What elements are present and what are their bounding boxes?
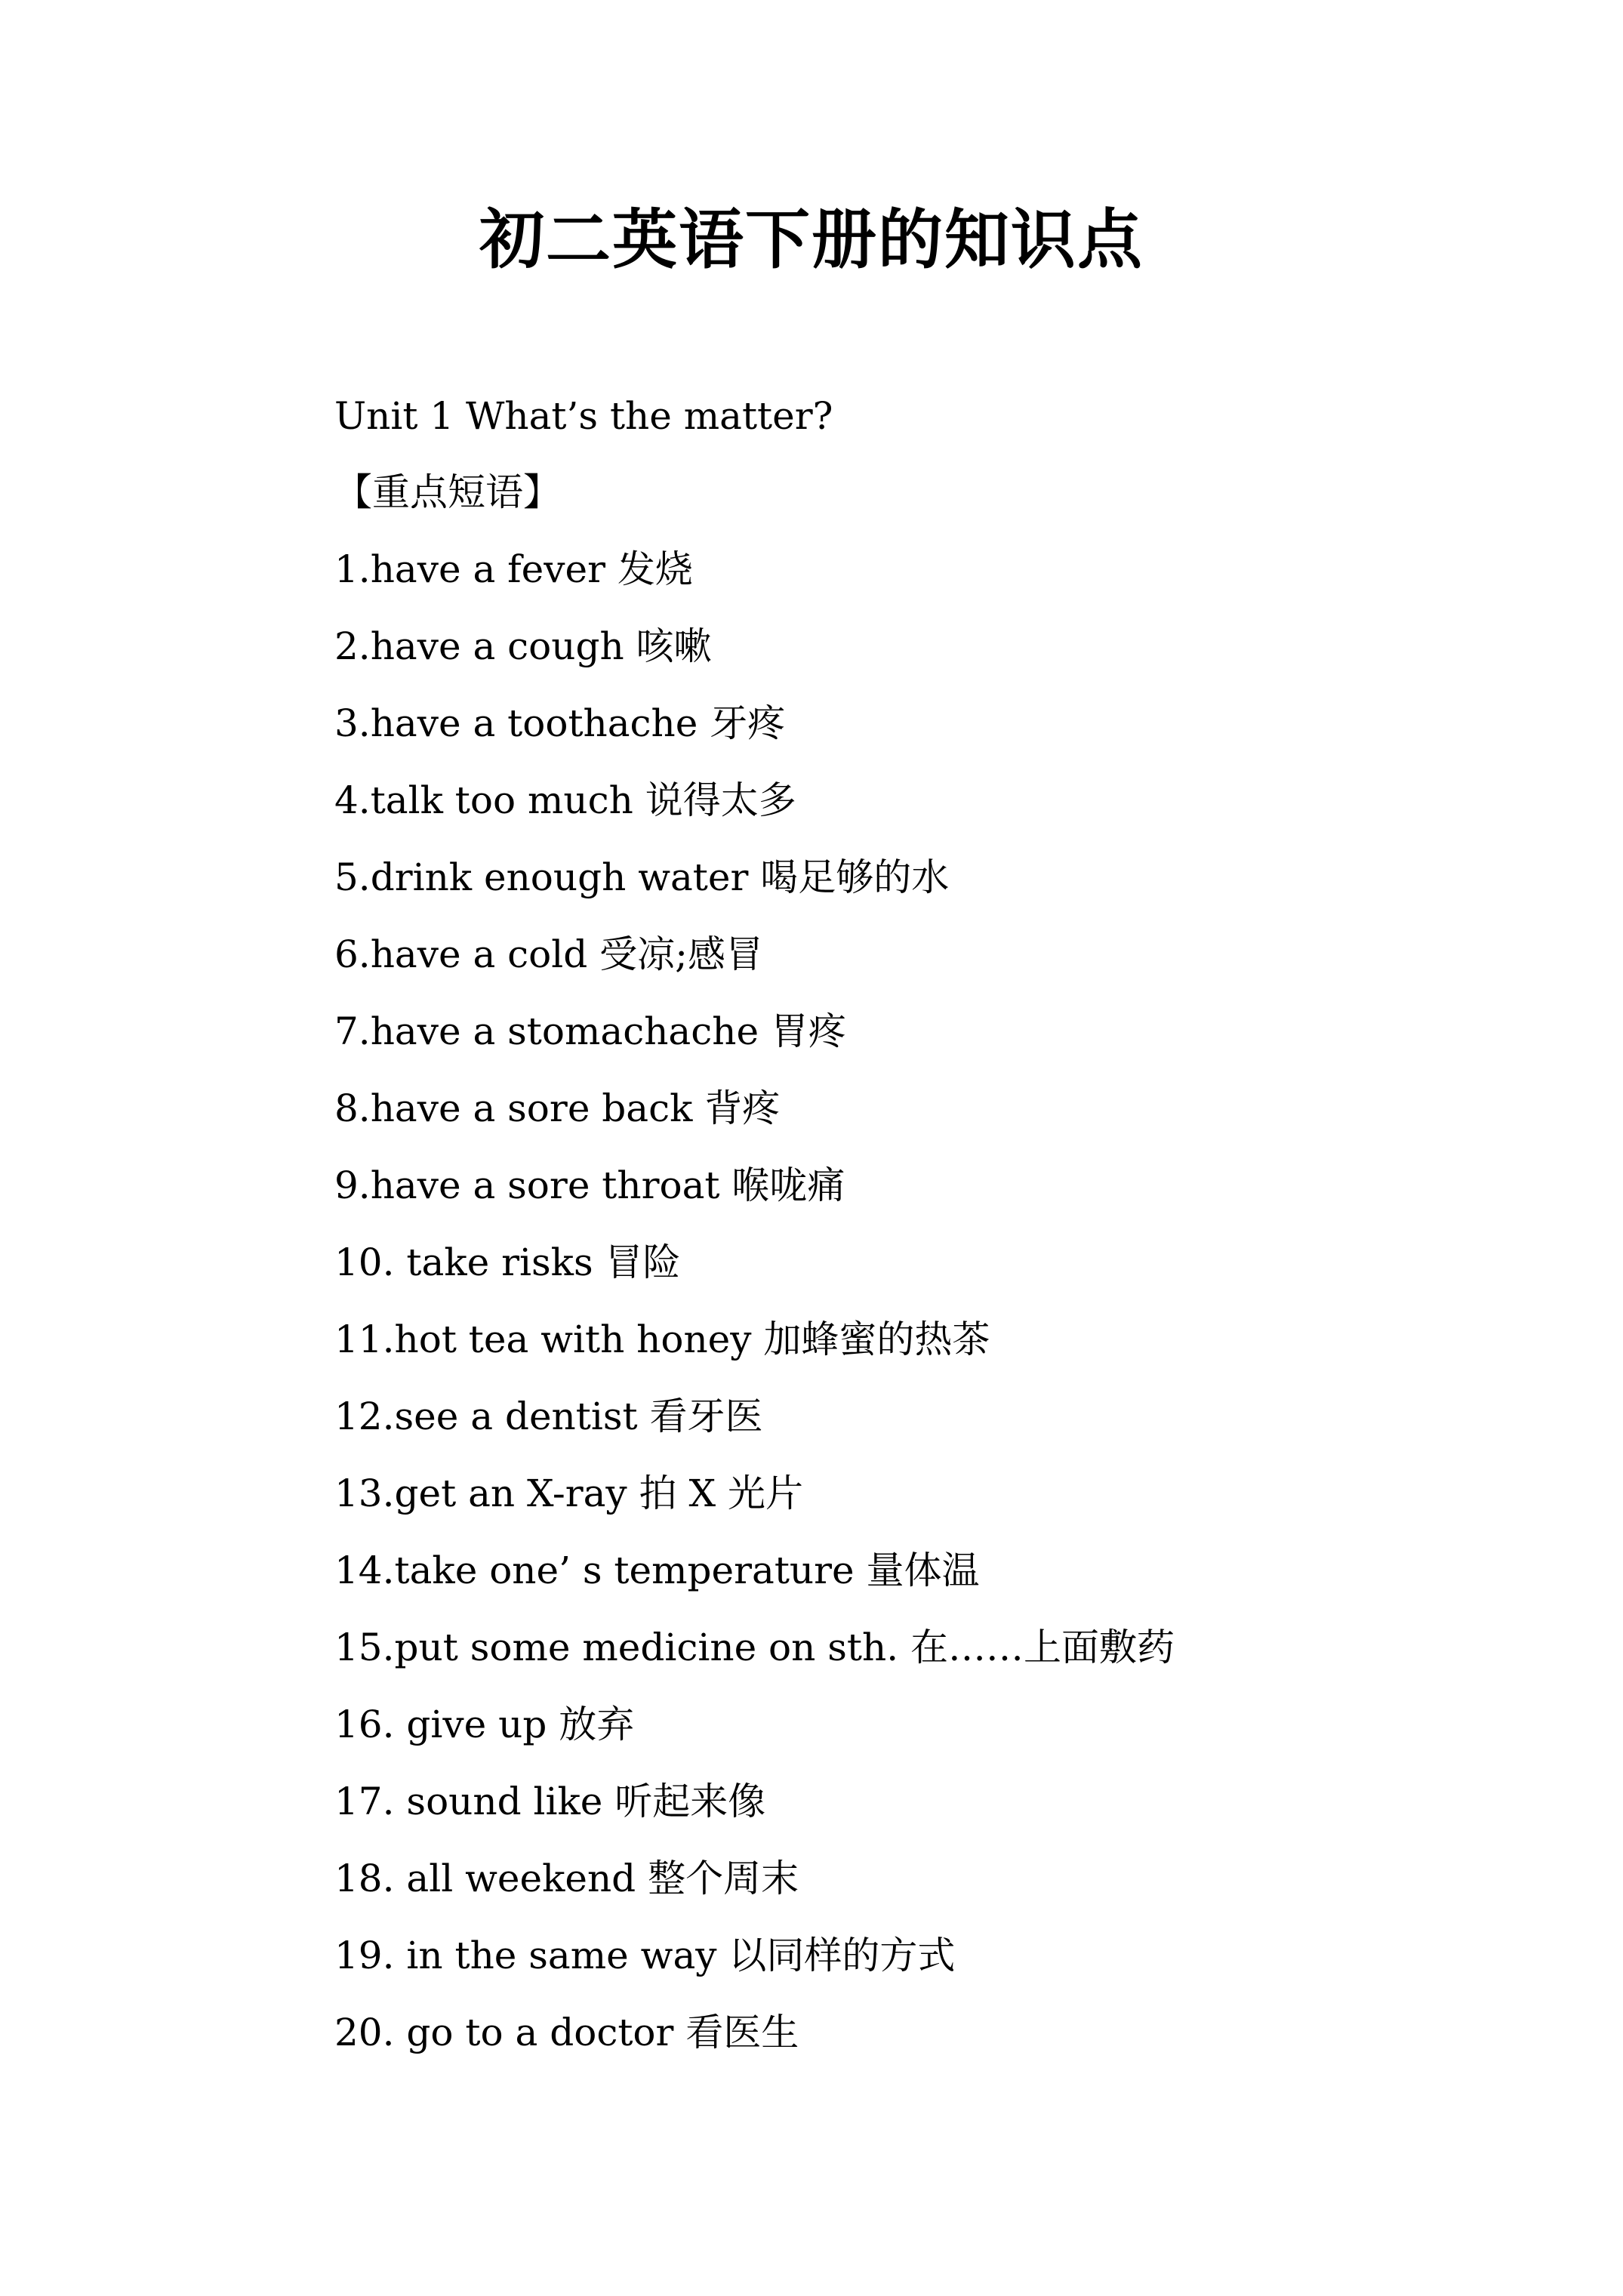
phrase-item: 3.have a toothache 牙疼 <box>334 701 786 745</box>
phrase-item: 20. go to a doctor 看医生 <box>334 2011 799 2054</box>
phrase-item: 1.have a fever 发烧 <box>334 547 693 591</box>
phrase-item: 8.have a sore back 背疼 <box>334 1086 781 1130</box>
phrase-item: 15.put some medicine on sth. 在……上面敷药 <box>334 1626 1175 1669</box>
section-heading: 【重点短语】 <box>334 470 561 514</box>
phrase-item: 2.have a cough 咳嗽 <box>334 624 712 668</box>
phrase-item: 13.get an X-ray 拍 X 光片 <box>334 1472 803 1515</box>
phrase-item: 6.have a cold 受凉;感冒 <box>334 932 763 976</box>
document-title: 初二英语下册的知识点 <box>479 202 1144 278</box>
phrase-item: 7.have a stomachache 胃疼 <box>334 1009 846 1053</box>
phrase-item: 4.talk too much 说得太多 <box>334 778 796 822</box>
phrase-item: 12.see a dentist 看牙医 <box>334 1395 763 1438</box>
phrase-item: 14.take one’ s temperature 量体温 <box>334 1549 980 1592</box>
phrase-item: 11.hot tea with honey 加蜂蜜的热茶 <box>334 1318 990 1361</box>
phrase-item: 16. give up 放弃 <box>334 1703 635 1746</box>
unit-heading: Unit 1 What’s the matter? <box>334 394 833 438</box>
phrase-item: 17. sound like 听起来像 <box>334 1780 766 1823</box>
phrase-item: 18. all weekend 整个周末 <box>334 1857 799 1900</box>
phrase-item: 19. in the same way 以同样的方式 <box>334 1934 956 1977</box>
phrase-item: 10. take risks 冒险 <box>334 1240 681 1284</box>
phrase-item: 9.have a sore throat 喉咙痛 <box>334 1163 845 1207</box>
phrase-item: 5.drink enough water 喝足够的水 <box>334 855 950 899</box>
